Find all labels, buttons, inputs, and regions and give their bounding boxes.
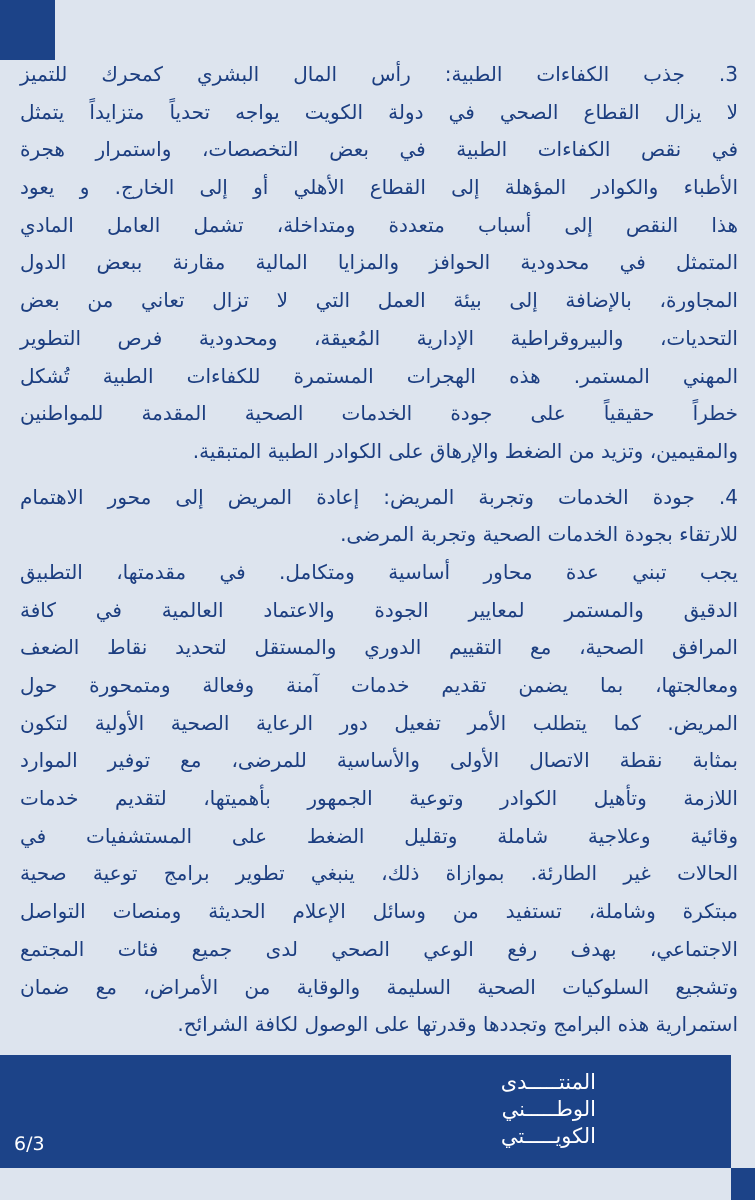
paragraph-line: اللازمة وتأهيل الكوادر وتوعية الجمهور بأهميتها، لتقديم خدمات (20, 786, 738, 811)
corner-decoration (731, 1168, 755, 1200)
section-gap (20, 471, 738, 479)
paragraph-line: الأطباء والكوادر المؤهلة إلى القطاع الأهلي أو إلى الخارج. و يعود (20, 175, 738, 200)
logo-line: المنتـــــدى (500, 1070, 596, 1094)
logo-line: الوطـــــني (501, 1097, 596, 1121)
paragraph-line: المتمثل في محدودية الحوافز والمزايا المالية مقارنة ببعض الدول (20, 250, 738, 275)
paragraph-line: وقائية وعلاجية شاملة وتقليل الضغط على المستشفيات في (20, 823, 738, 848)
document-body (20, 56, 738, 1044)
paragraph-line: في نقص الكفاءات الطبية في بعض التخصصات، واستمرار هجرة (20, 137, 738, 162)
footer-band (0, 1055, 731, 1168)
section-heading: 3. جذب الكفاءات الطبية: رأس المال البشري كمحرك للتميز (20, 62, 738, 86)
section-4 (20, 479, 738, 1044)
paragraph-line: والمقيمين، وتزيد من الضغط والإرهاق على الكوادر الطبية المتبقية. (192, 438, 738, 463)
page-number: 6/3 (14, 1133, 45, 1155)
paragraph-line: المرافق الصحية، مع التقييم الدوري والمستقل لتحديد نقاط الضعف (20, 635, 738, 660)
section-heading: 4. جودة الخدمات وتجربة المريض: إعادة المريض إلى محور الاهتمام (20, 484, 738, 509)
paragraph-line: المريض. كما يتطلب الأمر تفعيل دور الرعاية الصحية الأولية لتكون (20, 710, 738, 735)
corner-decoration (0, 0, 55, 60)
paragraph-line: ومعالجتها، بما يضمن تقديم خدمات آمنة وفعالة ومتمحورة حول (20, 673, 738, 697)
logo-line: الكويـــــتي (500, 1124, 596, 1148)
paragraph-line: الحالات غير الطارئة. بموازاة ذلك، ينبغي تطوير برامج توعية صحية (20, 861, 738, 886)
paragraph-line: المهني المستمر. هذه الهجرات المستمرة للكفاءات الطبية تُشكل (20, 363, 738, 388)
paragraph-line: لا يزال القطاع الصحي في دولة الكويت يواجه تحدياً متزايداً يتمثل (20, 99, 738, 124)
paragraph-line: وتشجيع السلوكيات الصحية السليمة والوقاية من الأمراض، مع ضمان (20, 974, 738, 999)
paragraph-line: مبتكرة وشاملة، تستفيد من وسائل الإعلام الحديثة ومنصات التواصل (20, 899, 738, 924)
paragraph-line: المجاورة، بالإضافة إلى بيئة العمل التي لا تزال تعاني من بعض (20, 288, 738, 313)
section-3 (20, 56, 738, 471)
paragraph-line: خطراً حقيقياً على جودة الخدمات الصحية المقدمة للمواطنين (20, 401, 738, 426)
paragraph-line: الدقيق والمستمر لمعايير الجودة والاعتماد العالمية في كافة (20, 597, 738, 622)
paragraph-line: يجب تبني عدة محاور أساسية ومتكامل. في مقدمتها، التطبيق (20, 559, 738, 584)
section-heading: للارتقاء بجودة الخدمات الصحية وتجربة المرضى. (340, 522, 738, 547)
paragraph-line: هذا النقص إلى أسباب متعددة ومتداخلة، تشمل العامل المادي (20, 212, 738, 237)
paragraph-line: استمرارية هذه البرامج وتجددها وقدرتها على الوصول لكافة الشرائح. (177, 1012, 738, 1037)
forum-logo (501, 1069, 596, 1150)
paragraph-line: بمثابة نقطة الاتصال الأولى والأساسية للمرضى، مع توفير الموارد (20, 748, 738, 773)
paragraph-line: التحديات، والبيروقراطية الإدارية المُعيقة، ومحدودية فرص التطوير (20, 325, 738, 350)
paragraph-line: الاجتماعي، بهدف رفع الوعي الصحي لدى جميع فئات المجتمع (20, 936, 738, 961)
